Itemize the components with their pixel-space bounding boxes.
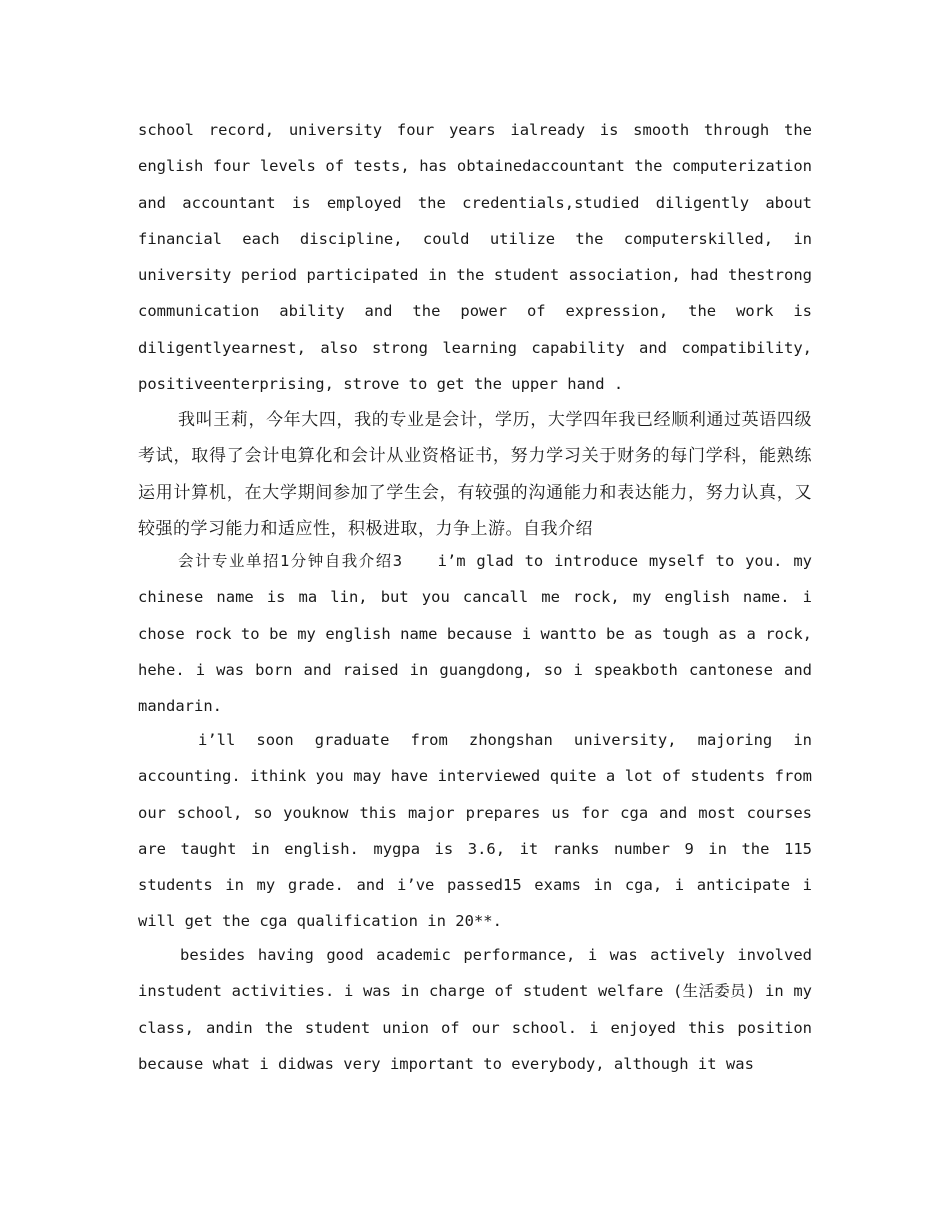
paragraph-english-record: school record, university four years ialready is smooth through the english four levels of tests, has obtainedaccountant the computerization and accountant is employed the credentials,studied diligently about financial each discipline, could utilize the computerskilled, in university period participated in the student association, had thestrong communication ability and the power of expression, the work is diligentlyearnest, also strong learning capability and compatibility, positiveenterprising, strove to get the upper hand .	[138, 121, 812, 394]
paragraph-activities: besides having good academic performance, i was actively involved instudent activities. i was in charge of student welfare (生活委员) in my class, andin the student union of our school. i enjoyed this position because what i didwas very important to everybody, although it was	[138, 946, 812, 1073]
paragraph-chinese-intro: 我叫王莉，今年大四，我的专业是会计，学历，大学四年我已经顺利通过英语四级考试，取得了会计电算化和会计从业资格证书，努力学习关于财务的每门学科，能熟练运用计算机，在大学期间参加了学生会，有较强的沟通能力和表达能力，努力认真，又较强的学习能力和适应性，积极进取，力争上游。自我介绍	[138, 410, 812, 539]
paragraph-self-intro-3: 会计专业单招1分钟自我介绍3 i’m glad to introduce myself to you. my chinese name is ma lin, but you cancall me rock, my english name. i chose rock to be my english name because i wantto be as tough as a rock, hehe. i was born and raised in guangdong, so i speakboth cantonese and mandarin.	[138, 552, 812, 716]
paragraph-graduation: i’ll soon graduate from zhongshan university, majoring in accounting. ithink you may have interviewed quite a lot of students from our school, so youknow this major prepares us for cga and most courses are taught in english. mygpa is 3.6, it ranks number 9 in the 115 students in my grade. and i’ve passed15 exams in cga, i anticipate i will get the cga qualification in 20**.	[138, 731, 812, 931]
